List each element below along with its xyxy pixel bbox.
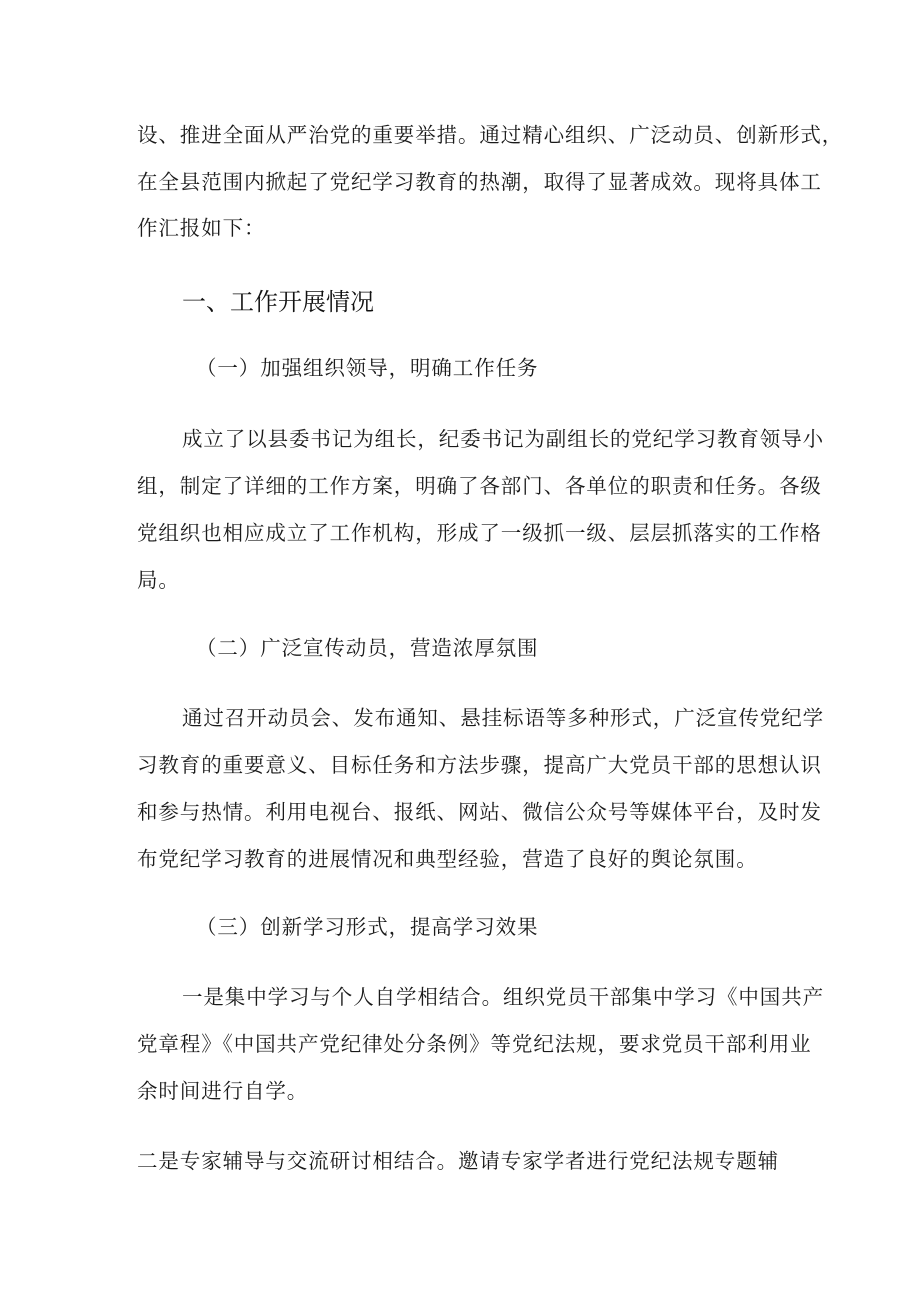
paragraph-2-line-1: 通过召开动员会、发布通知、悬挂标语等多种形式，广泛宣传党纪学 <box>182 706 824 730</box>
paragraph-3-line-3: 余时间进行自学。 <box>137 1079 309 1103</box>
paragraph-1-line-2: 组，制定了详细的工作方案，明确了各部门、各单位的职责和任务。各级 <box>137 474 822 498</box>
paragraph-4-line-1: 二是专家辅导与交流研讨相结合。邀请专家学者进行党纪法规专题辅 <box>137 1149 779 1173</box>
intro-line-1: 设、推进全面从严治党的重要举措。通过精心组织、广泛动员、创新形式， <box>137 123 844 147</box>
paragraph-2-line-3: 和参与热情。利用电视台、报纸、网站、微信公众号等媒体平台，及时发 <box>137 800 822 824</box>
section-heading: 一、工作开展情况 <box>182 288 374 316</box>
paragraph-1-line-4: 局。 <box>137 568 180 592</box>
paragraph-2-line-2: 习教育的重要意义、目标任务和方法步骤，提高广大党员干部的思想认识 <box>137 753 822 777</box>
subheading-2: （二）广泛宣传动员，营造浓厚氛围 <box>196 636 539 660</box>
paragraph-2-line-4: 布党纪学习教育的进展情况和典型经验，营造了良好的舆论氛围。 <box>137 847 758 871</box>
paragraph-1-line-1: 成立了以县委书记为组长，纪委书记为副组长的党纪学习教育领导小 <box>182 427 824 451</box>
paragraph-1-line-3: 党组织也相应成立了工作机构，形成了一级抓一级、层层抓落实的工作格 <box>137 521 822 545</box>
paragraph-3-line-2: 党章程》《中国共产党纪律处分条例》等党纪法规，要求党员干部利用业 <box>137 1032 812 1056</box>
subheading-1: （一）加强组织领导，明确工作任务 <box>196 356 539 380</box>
intro-line-3: 作汇报如下： <box>137 216 266 240</box>
subheading-3: （三）创新学习形式，提高学习效果 <box>196 915 539 939</box>
intro-line-2: 在全县范围内掀起了党纪学习教育的热潮，取得了显著成效。现将具体工 <box>137 170 822 194</box>
paragraph-3-line-1: 一是集中学习与个人自学相结合。组织党员干部集中学习《中国共产 <box>182 985 824 1009</box>
